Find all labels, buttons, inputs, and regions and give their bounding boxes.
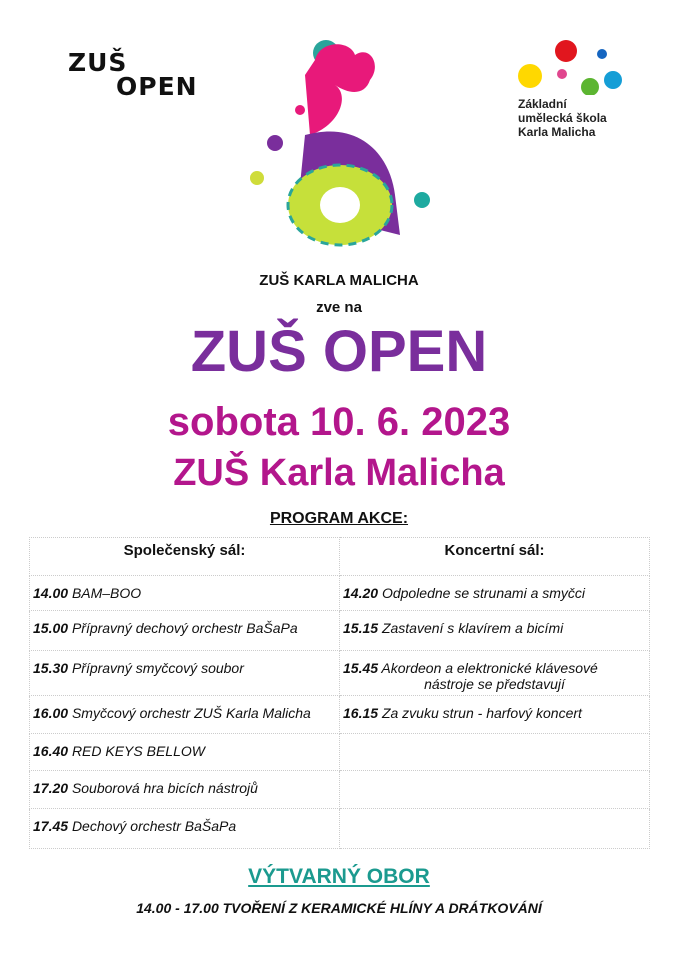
table-row (30, 576, 650, 611)
act: Odpoledne se strunami a smyčci (381, 585, 586, 601)
time: 17.45 (33, 818, 69, 834)
program-heading: PROGRAM AKCE: (269, 510, 409, 527)
act: Souborová hra bicích nástrojů (71, 780, 258, 796)
event-title: ZUŠ OPEN (190, 319, 488, 384)
program-cell (340, 696, 650, 734)
time: 15.30 (33, 660, 69, 676)
act: RED KEYS BELLOW (71, 743, 205, 759)
zus-open-logo (66, 48, 198, 101)
act: Akordeon a elektronické klávesové (381, 660, 598, 676)
table-row (30, 734, 650, 771)
time: 14.20 (343, 585, 379, 601)
invite-text: zve na (316, 299, 362, 316)
empty-cell (340, 734, 650, 771)
zus-open-graphic (240, 35, 440, 250)
time: 16.00 (33, 705, 69, 721)
program-cell (30, 576, 340, 611)
act: Za zvuku strun - harfový koncert (381, 705, 582, 721)
column-header: Společenský sál: (30, 538, 340, 576)
empty-cell (340, 809, 650, 849)
empty-cell (340, 771, 650, 809)
school-name (518, 97, 607, 139)
art-heading: VÝTVARNÝ OBOR (248, 865, 430, 888)
time: 15.45 (343, 660, 379, 676)
program-cell (30, 809, 340, 849)
event-venue: ZUŠ Karla Malicha (173, 452, 505, 494)
school-name-line: Základní (518, 97, 567, 111)
table-row (30, 771, 650, 809)
event-date: sobota 10. 6. 2023 (167, 400, 511, 444)
program-cell (30, 771, 340, 809)
act: Přípravný smyčcový soubor (71, 660, 244, 676)
table-row (30, 611, 650, 651)
time: 17.20 (33, 780, 69, 796)
table-row (30, 809, 650, 849)
column-header: Koncertní sál: (340, 538, 650, 576)
school-name-line: umělecká škola (518, 111, 607, 125)
act: Dechový orchestr BaŠaPa (71, 818, 237, 834)
school-name-line: Karla Malicha (518, 125, 596, 139)
logo-line: OPEN (116, 72, 198, 101)
program-cell (30, 651, 340, 696)
program-cell (340, 576, 650, 611)
act: Smyčcový orchestr ZUŠ Karla Malicha (71, 705, 311, 721)
act: BAM–BOO (71, 585, 142, 601)
program-cell (340, 611, 650, 651)
time: 16.15 (343, 705, 379, 721)
program-cell (30, 611, 340, 651)
organizer: ZUŠ KARLA MALICHA (259, 272, 419, 289)
table-row (30, 696, 650, 734)
time: 15.00 (33, 620, 69, 636)
act: Zastavení s klavírem a bicími (381, 620, 564, 636)
time: 16.40 (33, 743, 69, 759)
program-table (29, 537, 650, 849)
program-cell (30, 734, 340, 771)
school-logo-dots (518, 40, 628, 95)
time: 14.00 (33, 585, 69, 601)
table-header (30, 538, 650, 576)
act: Přípravný dechový orchestr BaŠaPa (71, 620, 298, 636)
program-cell (30, 696, 340, 734)
program-cell (340, 651, 650, 696)
table-row (30, 651, 650, 696)
act-continued: nástroje se představují (424, 676, 565, 692)
time: 15.15 (343, 620, 379, 636)
logo-line: ZUŠ (68, 48, 128, 77)
art-program: 14.00 - 17.00 TVOŘENÍ Z KERAMICKÉ HLÍNY A DRÁTKOVÁNÍ (136, 900, 542, 916)
